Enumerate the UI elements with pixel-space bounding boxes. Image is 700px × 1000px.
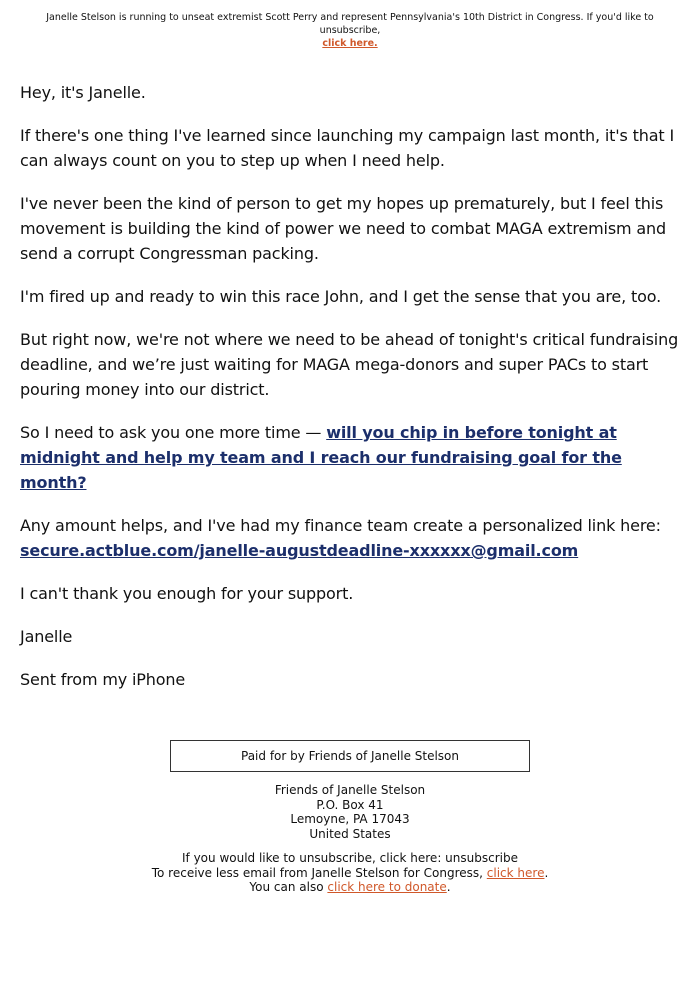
paragraph-3: I'm fired up and ready to win this race John, and I get the sense that you are, too.: [20, 287, 662, 306]
paragraph-7: I can't thank you enough for your support.: [20, 584, 354, 603]
footer-links: [0, 851, 700, 895]
paragraph-1: If there's one thing I've learned since launching my campaign last month, it's that I can always count on you to step up when I need help.: [20, 126, 675, 170]
address-line: Friends of Janelle Stelson: [274, 783, 426, 797]
donate-lead: You can also: [249, 880, 324, 894]
address-line: Lemoyne, PA 17043: [290, 812, 410, 826]
less-email-line: To receive less email from Janelle Stelson for Congress, click here.: [151, 865, 549, 880]
chip-in-link[interactable]: will you chip in before tonight at midnight and help my team and I reach our fundraising goal for the month?: [20, 423, 622, 492]
email-body: [0, 80, 700, 692]
donate-link[interactable]: click here to donate: [327, 880, 447, 894]
greeting: Hey, it's Janelle.: [20, 83, 146, 102]
donate-line: You can also click here to donate.: [249, 880, 451, 894]
preheader-unsubscribe-link[interactable]: click here.: [322, 38, 378, 49]
less-email-link[interactable]: click here: [486, 865, 545, 880]
paragraph-6: [20, 513, 692, 563]
address-line: United States: [309, 826, 391, 841]
preheader: [0, 0, 700, 50]
preheader-text: Janelle Stelson is running to unseat extremist Scott Perry and represent Pennsylvania's 10th District in Congress. If you'd like to unsubscribe,: [46, 12, 654, 36]
actblue-donation-link[interactable]: secure.actblue.com/janelle-augustdeadline-xxxxxx@gmail.com: [20, 541, 579, 560]
paragraph-2: I've never been the kind of person to get my hopes up prematurely, but I feel this movement is building the kind of power we need to combat MAGA extremism and send a corrupt Congressman packing.: [20, 194, 667, 263]
footer: [0, 783, 700, 895]
mailing-address: [0, 783, 700, 841]
paragraph-4: But right now, we're not where we need to be ahead of tonight's critical fundraising deadline, and we’re just waiting for MAGA mega-donors and super PACs to start pouring money into our district.: [20, 330, 679, 399]
less-email-lead: To receive less email from Janelle Stelson for Congress,: [151, 865, 483, 880]
signature: Janelle: [20, 627, 73, 646]
paragraph-6-lead: Any amount helps, and I've had my finance team create a personalized link here:: [20, 516, 661, 535]
sent-from-line: Sent from my iPhone: [20, 670, 186, 689]
paid-for-disclaimer: Paid for by Friends of Janelle Stelson: [170, 740, 530, 772]
paragraph-5-lead: So I need to ask you one more time —: [20, 423, 327, 442]
paragraph-5: [20, 420, 692, 495]
address-line: P.O. Box 41: [316, 797, 384, 812]
unsubscribe-text[interactable]: If you would like to unsubscribe, click here: unsubscribe: [182, 851, 518, 865]
